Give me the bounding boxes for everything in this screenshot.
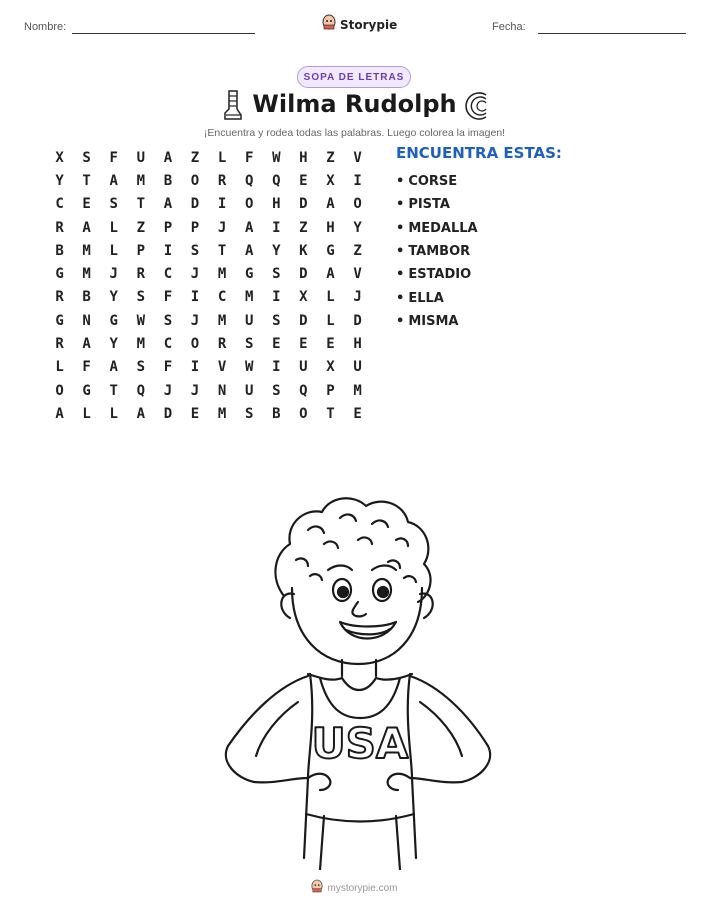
grid-letter: T [217,242,227,259]
grid-letter: U [136,149,146,166]
word-list-item [396,263,478,286]
running-track-icon [459,91,489,126]
page-title: Wilma Rudolph [252,90,457,118]
grid-row [46,356,371,379]
grid-letter: W [244,359,254,376]
footer [0,879,709,898]
grid-letter: J [190,312,200,329]
name-label: Nombre: [24,21,67,33]
grid-letter: O [244,196,254,213]
word-list-item [396,193,478,216]
grid-letter: B [82,289,91,306]
grid-letter: I [272,289,281,306]
grid-letter: R [217,336,227,353]
word-text: TAMBOR [408,244,471,260]
grid-letter: K [299,242,308,259]
grid-row [46,193,371,216]
word-list-item [396,217,478,240]
grid-letter: A [244,242,254,259]
grid-letter: E [299,336,308,353]
grid-letter: S [109,196,118,213]
grid-letter: Y [272,242,281,259]
activity-badge: SOPA DE LETRAS [297,66,411,88]
grid-row [46,332,371,355]
grid-letter: S [244,405,254,422]
grid-letter: I [163,242,173,259]
grid-letter: Z [299,219,308,236]
grid-letter: X [326,359,335,376]
grid-letter: D [299,312,308,329]
grid-row [46,216,371,239]
grid-letter: N [82,312,91,329]
grid-letter: R [55,289,64,306]
grid-row [46,286,371,309]
grid-letter: G [326,242,335,259]
grid-letter: I [353,172,362,189]
grid-letter: A [326,196,335,213]
grid-letter: F [82,359,91,376]
grid-letter: L [55,359,64,376]
grid-letter: E [353,405,362,422]
grid-letter: V [353,149,362,166]
name-line [72,33,255,34]
grid-letter: A [55,405,64,422]
grid-letter: D [353,312,362,329]
grid-letter: U [244,312,254,329]
grid-letter: M [217,266,227,283]
grid-row [46,169,371,192]
grid-letter: W [136,312,146,329]
grid-letter: H [299,149,308,166]
svg-text:USA: USA [311,719,409,768]
grid-letter: H [326,219,335,236]
brand-name: Storypie [340,17,398,32]
storypie-logo-icon [322,14,336,35]
grid-letter: A [326,266,335,283]
footer-site: mystorypie.com [327,883,398,894]
grid-letter: W [272,149,281,166]
grid-letter: G [55,266,64,283]
grid-letter: X [299,289,308,306]
word-list-item [396,286,478,309]
grid-letter: Y [353,219,362,236]
grid-letter: G [55,312,64,329]
grid-letter: D [163,405,173,422]
word-list-item [396,310,478,333]
grid-letter: O [299,405,308,422]
grid-letter: Q [299,382,308,399]
grid-letter: G [109,312,118,329]
word-search-grid [46,146,371,426]
grid-letter: F [109,149,118,166]
grid-letter: A [109,359,118,376]
grid-letter: U [244,382,254,399]
grid-letter: E [299,172,308,189]
grid-letter: J [217,219,227,236]
grid-letter: S [163,312,173,329]
grid-letter: B [55,242,64,259]
grid-letter: V [217,359,227,376]
grid-letter: I [190,359,200,376]
grid-letter: U [353,359,362,376]
grid-letter: J [190,382,200,399]
grid-letter: M [82,266,91,283]
grid-letter: O [190,336,200,353]
grid-row [46,146,371,169]
grid-letter: Z [326,149,335,166]
grid-letter: S [244,336,254,353]
grid-letter: C [217,289,227,306]
grid-letter: R [217,172,227,189]
grid-letter: F [163,359,173,376]
grid-letter: A [82,336,91,353]
word-text: CORSE [408,174,458,190]
grid-letter: E [190,405,200,422]
grid-letter: F [244,149,254,166]
grid-letter: L [109,242,118,259]
word-list-item [396,240,478,263]
grid-letter: N [217,382,227,399]
grid-letter: S [190,242,200,259]
grid-letter: G [82,382,91,399]
grid-letter: U [299,359,308,376]
grid-letter: A [163,196,173,213]
grid-letter: C [55,196,64,213]
grid-letter: H [353,336,362,353]
grid-row [46,402,371,425]
grid-letter: L [326,312,335,329]
grid-letter: O [190,172,200,189]
word-text: MEDALLA [408,220,478,236]
grid-letter: M [136,336,146,353]
word-list-title: ENCUENTRA ESTAS: [396,144,562,162]
grid-letter: A [82,219,91,236]
grid-letter: C [163,336,173,353]
grid-letter: J [353,289,362,306]
grid-letter: H [272,196,281,213]
grid-row [46,379,371,402]
grid-letter: S [136,289,146,306]
grid-letter: O [353,196,362,213]
grid-letter: M [217,312,227,329]
grid-letter: D [299,196,308,213]
grid-letter: A [244,219,254,236]
grid-letter: P [190,219,200,236]
grid-letter: Q [136,382,146,399]
grid-letter: P [163,219,173,236]
grid-letter: R [55,219,64,236]
grid-letter: I [272,219,281,236]
grid-letter: F [163,289,173,306]
bullet: • [396,197,405,213]
storypie-logo-icon [311,879,323,898]
grid-letter: B [272,405,281,422]
grid-letter: Z [190,149,200,166]
grid-letter: R [136,266,146,283]
grid-letter: T [326,405,335,422]
grid-letter: T [109,382,118,399]
grid-letter: M [217,405,227,422]
grid-letter: X [326,172,335,189]
grid-letter: T [82,172,91,189]
grid-letter: J [163,382,173,399]
grid-letter: S [272,382,281,399]
grid-letter: I [217,196,227,213]
word-text: ESTADIO [408,267,472,283]
grid-letter: L [109,219,118,236]
word-list [396,170,478,333]
grid-letter: B [163,172,173,189]
grid-letter: X [55,149,64,166]
grid-letter: R [55,336,64,353]
grid-row [46,262,371,285]
grid-letter: A [163,149,173,166]
date-label: Fecha: [492,21,526,33]
grid-letter: S [136,359,146,376]
grid-letter: G [244,266,254,283]
grid-letter: M [244,289,254,306]
bullet: • [396,267,405,283]
coloring-illustration [212,478,502,875]
grid-letter: T [136,196,146,213]
grid-letter: L [217,149,227,166]
bullet: • [396,313,405,329]
grid-letter: E [82,196,91,213]
bullet: • [396,220,405,236]
grid-letter: A [136,405,146,422]
grid-letter: S [82,149,91,166]
word-text: ELLA [408,290,444,306]
brand-logo [322,14,397,35]
grid-letter: M [82,242,91,259]
grid-letter: E [272,336,281,353]
grid-letter: O [55,382,64,399]
grid-letter: L [326,289,335,306]
word-list-item [396,170,478,193]
grid-letter: L [82,405,91,422]
grid-letter: I [272,359,281,376]
instructions: ¡Encuentra y rodea todas las palabras. Luego colorea la imagen! [203,127,506,139]
grid-letter: Q [244,172,254,189]
grid-letter: I [190,289,200,306]
grid-letter: D [299,266,308,283]
grid-letter: S [272,312,281,329]
grid-letter: Y [55,172,64,189]
grid-letter: S [272,266,281,283]
grid-letter: P [136,242,146,259]
grid-letter: Z [353,242,362,259]
grid-letter: Y [109,289,118,306]
grid-letter: C [163,266,173,283]
grid-letter: Y [109,336,118,353]
word-text: PISTA [408,197,450,213]
bullet: • [396,174,405,190]
grid-letter: Q [272,172,281,189]
grid-letter: E [326,336,335,353]
bullet: • [396,290,405,306]
grid-row [46,239,371,262]
grid-letter: Z [136,219,146,236]
grid-letter: J [109,266,118,283]
grid-row [46,309,371,332]
grid-letter: A [109,172,118,189]
date-line [538,33,686,34]
grid-letter: M [353,382,362,399]
grid-letter: L [109,405,118,422]
grid-letter: P [326,382,335,399]
bullet: • [396,244,405,260]
grid-letter: M [136,172,146,189]
grid-letter: V [353,266,362,283]
word-text: MISMA [408,313,459,329]
grid-letter: D [190,196,200,213]
grid-letter: J [190,266,200,283]
